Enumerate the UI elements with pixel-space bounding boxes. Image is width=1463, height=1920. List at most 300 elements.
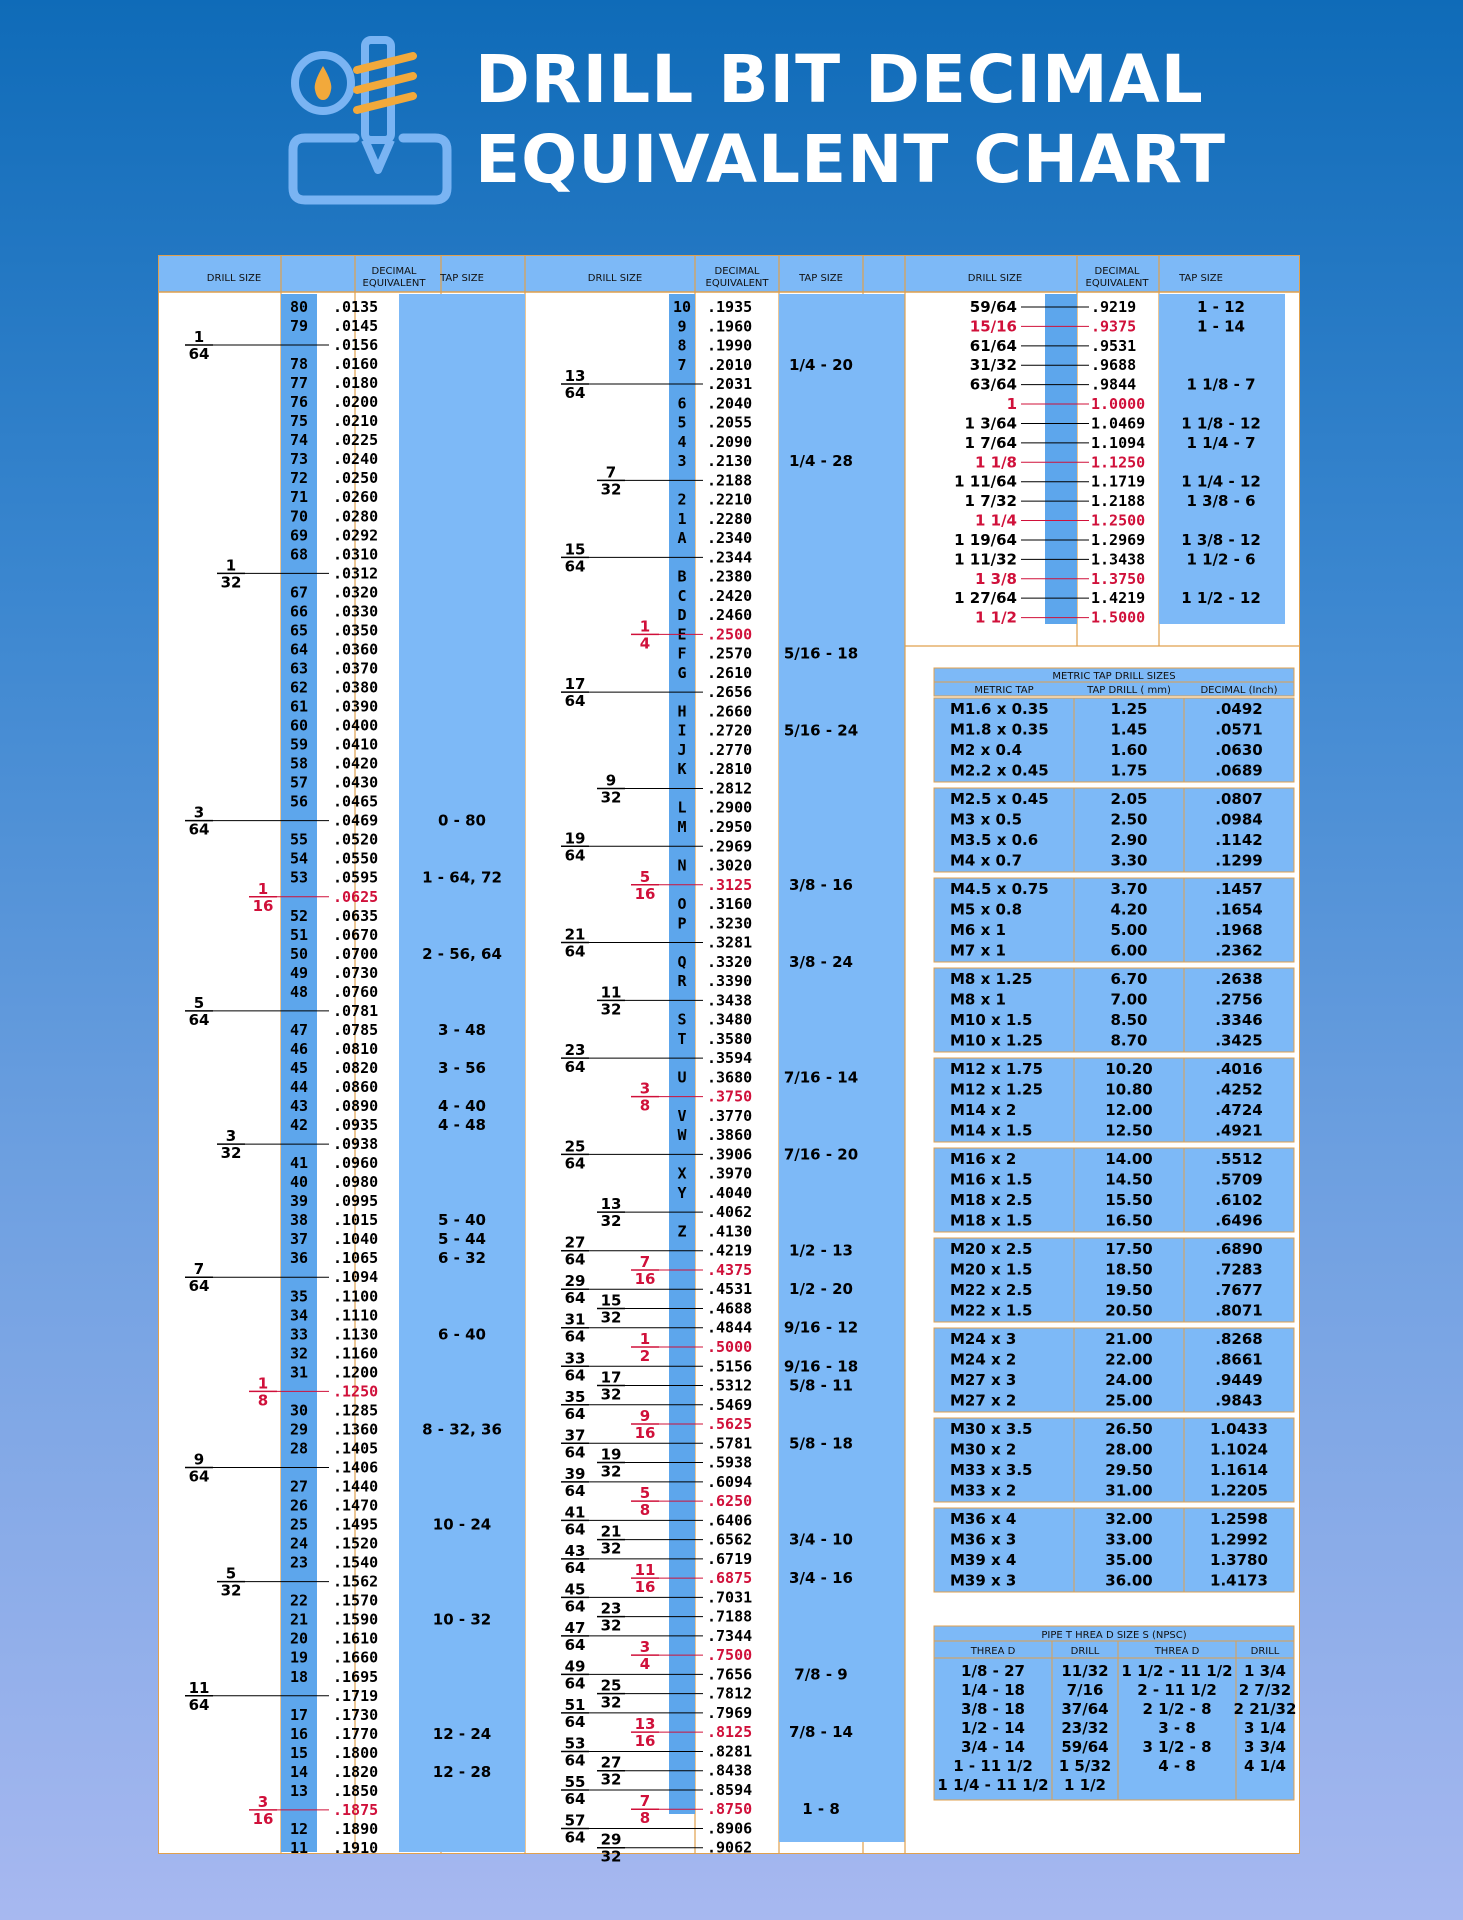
- s1-number-13: 68: [289, 545, 309, 564]
- s2-decimal-80: .9062: [707, 1838, 753, 1857]
- s2-number-43: W: [677, 1126, 687, 1145]
- pipe-cell-1-3: 2 7/32: [1238, 1681, 1292, 1699]
- s1-number-26: 56: [289, 792, 309, 811]
- s2-decimal-3: .2010: [707, 355, 753, 374]
- s1-decimal-13: .0310: [333, 545, 379, 564]
- s1-decimal-61: .1406: [333, 1458, 379, 1477]
- metric-decimal-2-0: .1457: [1215, 880, 1263, 898]
- s2-decimal-72: .7812: [707, 1684, 753, 1703]
- pipe-cell-4-2: 3 1/2 - 8: [1142, 1738, 1212, 1756]
- s2-fraction-54-num: 1: [639, 1330, 651, 1348]
- s2-decimal-62: .6250: [707, 1492, 753, 1511]
- metric-tap-2-2: M6 x 1: [950, 921, 1006, 939]
- pipe-cell-4-0: 3/4 - 14: [961, 1738, 1025, 1756]
- s2-fraction-20-den: 64: [564, 692, 586, 711]
- s2-number-6: 5: [677, 413, 687, 432]
- s2-fraction-59-den: 64: [564, 1443, 586, 1462]
- metric-decimal-8-2: 1.1614: [1210, 1461, 1268, 1479]
- s3-tap-15: 1 1/2 - 12: [1181, 589, 1261, 608]
- s2-number-40: U: [677, 1068, 687, 1087]
- s2-number-37: S: [677, 1010, 687, 1029]
- s1-decimal-66: .1540: [333, 1553, 379, 1572]
- metric-tap-0-1: M1.8 x 0.35: [950, 720, 1049, 739]
- metric-drill-1-2: 2.90: [1110, 831, 1148, 849]
- s1-decimal-76: .1800: [333, 1743, 379, 1762]
- s2-decimal-25: .2812: [707, 779, 753, 798]
- metric-drill-0-3: 1.75: [1110, 761, 1148, 780]
- s2-decimal-4: .2031: [707, 375, 753, 394]
- s2-decimal-47: .4062: [707, 1203, 753, 1222]
- hdr-decimal-2b: EQUIVALENT: [705, 278, 769, 289]
- s1-fraction-44-num: 3: [225, 1127, 237, 1146]
- s2-number-15: C: [677, 586, 687, 605]
- s1-number-18: 64: [289, 640, 309, 659]
- s3-decimal-5: 1.0000: [1091, 395, 1146, 414]
- s2-tap-49: 1/2 - 13: [789, 1241, 853, 1260]
- s2-decimal-15: .2420: [707, 586, 753, 605]
- s2-decimal-69: .7344: [707, 1626, 753, 1645]
- s3-tap-1: 1 - 14: [1197, 317, 1245, 336]
- s2-decimal-50: .4375: [707, 1260, 753, 1279]
- s2-fraction-73-den: 64: [564, 1712, 586, 1731]
- pipe-cell-2-1: 37/64: [1061, 1700, 1109, 1718]
- s1-fraction-31-num: 1: [257, 879, 269, 898]
- s2-fraction-57-den: 64: [564, 1404, 586, 1423]
- s1-decimal-10: .0260: [333, 488, 379, 507]
- s3-decimal-6: 1.0469: [1091, 414, 1146, 433]
- s3-tap-10: 1 3/8 - 6: [1186, 492, 1256, 511]
- pipe-cell-3-1: 23/32: [1061, 1719, 1109, 1737]
- s1-number-53: 34: [289, 1306, 309, 1325]
- s1-number-16: 66: [289, 602, 309, 621]
- metric-decimal-2-2: .1968: [1215, 921, 1263, 939]
- metric-decimal-0-2: .0630: [1215, 741, 1263, 759]
- s1-decimal-75: .1770: [333, 1724, 379, 1743]
- s2-fraction-61-num: 39: [564, 1464, 586, 1483]
- s2-tap-78: 1 - 8: [802, 1800, 840, 1819]
- s1-decimal-28: .0520: [333, 830, 379, 849]
- s1-decimal-39: .0810: [333, 1039, 379, 1058]
- s1-decimal-11: .0280: [333, 507, 379, 526]
- s2-fraction-75-den: 64: [564, 1751, 586, 1770]
- s2-tap-51: 1/2 - 20: [789, 1280, 853, 1299]
- metric-decimal-0-0: .0492: [1215, 700, 1263, 718]
- metric-decimal-3-2: .3346: [1215, 1011, 1263, 1029]
- hdr-drill-size-2: DRILL SIZE: [587, 273, 643, 284]
- s2-decimal-10: .2210: [707, 490, 753, 509]
- s2-decimal-14: .2380: [707, 567, 753, 586]
- pipe-header-1: DRILL: [1070, 1646, 1100, 1657]
- s1-number-5: 76: [289, 393, 309, 412]
- s1-tap-50: 6 - 32: [438, 1249, 486, 1268]
- s1-decimal-57: .1250: [333, 1382, 379, 1401]
- s2-fraction-58-den: 16: [634, 1424, 656, 1443]
- s2-fraction-52-den: 32: [600, 1308, 622, 1327]
- s2-fraction-63-num: 41: [564, 1503, 586, 1522]
- s2-number-8: 3: [677, 452, 687, 471]
- metric-drill-5-3: 16.50: [1105, 1211, 1153, 1230]
- metric-drill-4-2: 12.00: [1105, 1101, 1153, 1119]
- tap-column-s3: [1159, 294, 1285, 624]
- metric-decimal-0-1: .0571: [1215, 720, 1263, 739]
- s1-number-75: 16: [289, 1724, 309, 1743]
- metric-drill-6-3: 20.50: [1105, 1301, 1153, 1320]
- metric-header-0: METRIC TAP: [974, 685, 1034, 696]
- s1-decimal-74: .1730: [333, 1705, 379, 1724]
- s1-decimal-77: .1820: [333, 1762, 379, 1781]
- s2-fraction-49-num: 27: [564, 1233, 586, 1252]
- s1-decimal-41: .0860: [333, 1078, 379, 1096]
- s3-tap-12: 1 3/8 - 12: [1181, 530, 1261, 549]
- s2-decimal-65: .6719: [707, 1549, 753, 1568]
- s2-fraction-13-den: 64: [564, 557, 586, 576]
- s2-fraction-50-num: 7: [639, 1252, 651, 1271]
- metric-tap-8-2: M33 x 3.5: [950, 1461, 1033, 1479]
- s1-tap-40: 3 - 56: [438, 1058, 486, 1077]
- s1-decimal-1: .0145: [333, 317, 379, 336]
- s1-decimal-0: .0135: [333, 298, 379, 316]
- s1-decimal-52: .1100: [333, 1287, 379, 1306]
- s3-decimal-9: 1.1719: [1091, 472, 1146, 491]
- s2-tap-66: 3/4 - 16: [789, 1569, 853, 1588]
- s1-decimal-36: .0760: [333, 982, 379, 1001]
- hdr-decimal-3b: EQUIVALENT: [1085, 278, 1149, 289]
- s1-decimal-24: .0420: [333, 754, 379, 773]
- s2-decimal-60: .5938: [707, 1453, 753, 1472]
- s1-decimal-49: .1040: [333, 1230, 379, 1249]
- s2-fraction-80-num: 29: [600, 1830, 622, 1849]
- metric-tap-9-1: M36 x 3: [950, 1530, 1017, 1549]
- metric-drill-0-1: 1.45: [1110, 720, 1148, 739]
- s1-decimal-67: .1562: [333, 1572, 379, 1591]
- metric-decimal-4-1: .4252: [1215, 1080, 1263, 1099]
- s2-decimal-12: .2340: [707, 529, 753, 548]
- metric-drill-0-2: 1.60: [1110, 741, 1148, 759]
- metric-drill-9-1: 33.00: [1105, 1530, 1153, 1549]
- pipe-cell-3-0: 1/2 - 14: [961, 1719, 1025, 1737]
- metric-title: METRIC TAP DRILL SIZES: [1052, 671, 1176, 682]
- s2-tap-8: 1/4 - 28: [789, 452, 853, 471]
- s2-number-7: 4: [677, 432, 687, 451]
- s2-decimal-55: .5156: [707, 1357, 753, 1376]
- s2-fraction-13-num: 15: [564, 540, 586, 559]
- metric-decimal-8-1: 1.1024: [1210, 1440, 1268, 1459]
- s3-fraction-2: 61/64: [969, 336, 1017, 355]
- s1-number-3: 78: [289, 355, 309, 374]
- metric-decimal-7-2: .9449: [1215, 1371, 1263, 1389]
- s2-fraction-77-den: 64: [564, 1789, 586, 1808]
- metric-decimal-2-3: .2362: [1215, 941, 1263, 960]
- s2-number-29: N: [677, 856, 687, 875]
- s2-decimal-75: .8281: [707, 1742, 753, 1761]
- s1-tap-43: 4 - 48: [438, 1116, 486, 1135]
- s1-decimal-23: .0410: [333, 735, 379, 754]
- s2-fraction-4-den: 64: [564, 384, 586, 403]
- s2-decimal-21: .2660: [707, 702, 753, 721]
- metric-decimal-1-3: .1299: [1215, 851, 1263, 870]
- pipe-cell-2-3: 2 21/32: [1233, 1700, 1297, 1718]
- metric-drill-2-2: 5.00: [1110, 921, 1148, 939]
- s1-number-81: 11: [289, 1838, 309, 1857]
- pipe-cell-1-1: 7/16: [1066, 1681, 1104, 1699]
- metric-tap-5-2: M18 x 2.5: [950, 1191, 1033, 1209]
- s2-fraction-30-den: 16: [634, 884, 656, 903]
- metric-tap-4-0: M12 x 1.75: [950, 1060, 1043, 1078]
- s1-fraction-14-num: 1: [225, 556, 237, 575]
- s2-decimal-71: .7656: [707, 1665, 753, 1684]
- s2-fraction-57-num: 35: [564, 1387, 586, 1406]
- s1-fraction-61-den: 64: [188, 1467, 210, 1486]
- s1-decimal-6: .0210: [333, 412, 379, 431]
- s1-decimal-50: .1065: [333, 1249, 379, 1268]
- metric-drill-6-2: 19.50: [1105, 1281, 1153, 1299]
- s2-number-35: R: [677, 972, 687, 991]
- s2-decimal-29: .3020: [707, 856, 753, 875]
- s1-number-45: 41: [289, 1154, 309, 1173]
- title-line-2: EQUIVALENT CHART: [475, 121, 1227, 198]
- s1-number-39: 46: [289, 1039, 309, 1058]
- s2-tap-34: 3/8 - 24: [789, 952, 853, 971]
- s2-decimal-28: .2969: [707, 837, 753, 856]
- s1-fraction-27-den: 64: [188, 820, 210, 839]
- s2-number-14: B: [677, 567, 687, 586]
- s2-fraction-33-den: 64: [564, 942, 586, 961]
- s2-fraction-75-num: 53: [564, 1734, 586, 1753]
- s2-decimal-6: .2055: [707, 413, 753, 432]
- metric-drill-6-0: 17.50: [1105, 1240, 1153, 1258]
- s2-fraction-72-num: 25: [600, 1676, 622, 1695]
- s3-decimal-1: .9375: [1091, 317, 1137, 336]
- metric-tap-5-1: M16 x 1.5: [950, 1170, 1033, 1189]
- s1-number-10: 71: [289, 488, 309, 507]
- s3-fraction-9: 1 11/64: [954, 472, 1017, 491]
- s1-tap-54: 6 - 40: [438, 1325, 486, 1344]
- s1-fraction-61-num: 9: [193, 1450, 205, 1469]
- s2-fraction-25-num: 9: [605, 771, 617, 790]
- s3-fraction-0: 59/64: [969, 298, 1017, 316]
- s2-fraction-66-num: 11: [634, 1561, 656, 1580]
- s1-number-80: 12: [289, 1819, 309, 1838]
- s2-fraction-4-num: 13: [564, 367, 586, 386]
- s2-fraction-54-den: 2: [639, 1347, 651, 1365]
- s1-decimal-16: .0330: [333, 602, 379, 621]
- s1-decimal-55: .1160: [333, 1344, 379, 1363]
- metric-decimal-0-3: .0689: [1215, 761, 1263, 780]
- s2-decimal-1: .1960: [707, 317, 753, 336]
- s1-number-28: 55: [289, 830, 309, 849]
- metric-tap-9-2: M39 x 4: [950, 1551, 1017, 1569]
- s2-decimal-76: .8438: [707, 1761, 753, 1780]
- s2-decimal-8: .2130: [707, 452, 753, 471]
- hdr-decimal-1b: EQUIVALENT: [362, 278, 426, 289]
- s1-decimal-20: .0380: [333, 678, 379, 697]
- s1-tap-27: 0 - 80: [438, 811, 486, 830]
- metric-tap-0-2: M2 x 0.4: [950, 741, 1023, 759]
- s1-decimal-26: .0465: [333, 792, 379, 811]
- s2-number-31: O: [677, 895, 687, 914]
- metric-drill-1-3: 3.30: [1110, 851, 1148, 870]
- s1-fraction-37-den: 64: [188, 1010, 210, 1029]
- s2-number-11: 1: [677, 509, 687, 528]
- s1-decimal-58: .1285: [333, 1401, 379, 1420]
- s1-number-24: 58: [289, 754, 309, 773]
- metric-drill-9-0: 32.00: [1105, 1510, 1153, 1528]
- s2-decimal-27: .2950: [707, 818, 753, 836]
- s2-decimal-43: .3860: [707, 1126, 753, 1145]
- hdr-decimal-3a: DECIMAL: [1094, 266, 1140, 277]
- s2-decimal-11: .2280: [707, 509, 753, 528]
- s1-decimal-42: .0890: [333, 1097, 379, 1116]
- s2-fraction-30-num: 5: [639, 867, 651, 886]
- s2-fraction-62-num: 5: [639, 1484, 651, 1503]
- s1-number-42: 43: [289, 1097, 309, 1116]
- s2-decimal-52: .4688: [707, 1299, 753, 1318]
- metric-tap-0-0: M1.6 x 0.35: [950, 700, 1049, 718]
- s1-number-74: 17: [289, 1705, 309, 1724]
- metric-drill-8-3: 31.00: [1105, 1481, 1153, 1500]
- s1-fraction-37-num: 5: [193, 993, 205, 1012]
- s1-number-32: 52: [289, 906, 309, 925]
- s1-number-19: 63: [289, 659, 309, 678]
- s1-tap-69: 10 - 32: [432, 1610, 492, 1629]
- s1-number-63: 26: [289, 1496, 309, 1515]
- pipe-cell-4-3: 3 3/4: [1243, 1738, 1287, 1756]
- metric-drill-3-0: 6.70: [1110, 970, 1148, 988]
- s3-decimal-0: .9219: [1091, 298, 1137, 316]
- s3-fraction-1: 15/16: [969, 317, 1017, 336]
- metric-decimal-3-0: .2638: [1215, 970, 1263, 988]
- s1-decimal-60: .1405: [333, 1439, 379, 1458]
- s1-number-48: 38: [289, 1211, 309, 1230]
- s2-decimal-36: .3438: [707, 991, 753, 1010]
- metric-drill-2-3: 6.00: [1110, 941, 1148, 960]
- s1-fraction-79-num: 3: [257, 1792, 269, 1811]
- s1-fraction-2-num: 1: [193, 328, 205, 347]
- s3-decimal-4: .9844: [1091, 375, 1137, 394]
- s2-decimal-63: .6406: [707, 1511, 753, 1530]
- s3-fraction-8: 1 1/8: [974, 453, 1017, 472]
- s1-decimal-3: .0160: [333, 355, 379, 374]
- s2-fraction-39-den: 64: [564, 1058, 586, 1077]
- s2-fraction-33-num: 21: [564, 925, 586, 944]
- metric-decimal-9-3: 1.4173: [1210, 1571, 1268, 1590]
- s2-fraction-44-num: 25: [564, 1137, 586, 1156]
- s3-fraction-11: 1 1/4: [974, 511, 1017, 530]
- s1-number-46: 40: [289, 1173, 309, 1192]
- s2-number-5: 6: [677, 394, 687, 413]
- metric-decimal-5-1: .5709: [1215, 1170, 1263, 1189]
- s2-fraction-44-den: 64: [564, 1154, 586, 1173]
- s1-number-29: 54: [289, 849, 309, 868]
- metric-tap-6-3: M22 x 1.5: [950, 1301, 1033, 1320]
- metric-drill-1-0: 2.05: [1110, 790, 1148, 808]
- metric-drill-8-0: 26.50: [1105, 1420, 1153, 1438]
- metric-drill-5-1: 14.50: [1105, 1170, 1153, 1189]
- pipe-cell-0-1: 11/32: [1061, 1662, 1109, 1680]
- s1-number-25: 57: [289, 773, 309, 792]
- pipe-cell-1-2: 2 - 11 1/2: [1137, 1681, 1217, 1699]
- s1-decimal-70: .1610: [333, 1629, 379, 1648]
- metric-tap-7-3: M27 x 2: [950, 1391, 1017, 1410]
- s3-decimal-15: 1.4219: [1091, 589, 1146, 608]
- s1-decimal-44: .0938: [333, 1135, 379, 1154]
- s1-tap-48: 5 - 40: [438, 1211, 486, 1230]
- s2-decimal-57: .5469: [707, 1395, 753, 1414]
- s1-number-22: 60: [289, 716, 309, 735]
- s2-fraction-60-num: 19: [600, 1445, 622, 1464]
- s2-fraction-52-num: 15: [600, 1291, 622, 1310]
- s2-number-48: Z: [677, 1222, 687, 1241]
- s2-decimal-79: .8906: [707, 1819, 753, 1838]
- s2-decimal-16: .2460: [707, 606, 753, 625]
- s1-decimal-64: .1495: [333, 1515, 379, 1534]
- page-title: [475, 40, 1226, 200]
- s1-decimal-2: .0156: [333, 336, 379, 355]
- s2-decimal-2: .1990: [707, 336, 753, 355]
- s1-number-43: 42: [289, 1116, 309, 1135]
- s2-number-10: 2: [677, 490, 687, 509]
- s1-fraction-14-den: 32: [220, 573, 242, 592]
- s1-number-76: 15: [289, 1743, 309, 1762]
- s2-fraction-74-den: 16: [634, 1732, 656, 1751]
- pipe-cell-5-0: 1 - 11 1/2: [953, 1757, 1033, 1775]
- s2-number-42: V: [677, 1106, 687, 1125]
- s2-fraction-72-den: 32: [600, 1693, 622, 1712]
- s1-fraction-67-den: 32: [220, 1581, 242, 1600]
- s2-fraction-25-den: 32: [600, 788, 622, 807]
- s2-decimal-67: .7031: [707, 1588, 753, 1607]
- s1-fraction-57-den: 8: [257, 1391, 269, 1410]
- s2-decimal-64: .6562: [707, 1530, 753, 1549]
- metric-tap-1-3: M4 x 0.7: [950, 851, 1023, 870]
- s2-decimal-5: .2040: [707, 394, 753, 413]
- s3-fraction-7: 1 7/64: [964, 433, 1017, 452]
- pipe-cell-5-3: 4 1/4: [1243, 1757, 1287, 1775]
- metric-tap-7-2: M27 x 3: [950, 1371, 1017, 1389]
- s1-decimal-25: .0430: [333, 773, 379, 792]
- s1-number-59: 29: [289, 1420, 309, 1439]
- metric-drill-5-0: 14.00: [1105, 1150, 1153, 1168]
- s2-fraction-49-den: 64: [564, 1250, 586, 1269]
- s2-decimal-66: .6875: [707, 1569, 753, 1588]
- pipe-header-2: THREA D: [1154, 1646, 1200, 1657]
- s2-fraction-65-den: 64: [564, 1558, 586, 1577]
- metric-drill-3-3: 8.70: [1110, 1031, 1148, 1050]
- s1-decimal-30: .0595: [333, 868, 379, 887]
- s1-decimal-71: .1660: [333, 1648, 379, 1667]
- s2-fraction-70-num: 3: [639, 1638, 651, 1657]
- metric-tap-4-1: M12 x 1.25: [950, 1080, 1043, 1099]
- s1-number-68: 22: [289, 1591, 309, 1610]
- s2-fraction-80-den: 32: [600, 1847, 622, 1866]
- s1-number-77: 14: [289, 1762, 309, 1781]
- s2-fraction-65-num: 43: [564, 1541, 586, 1560]
- s2-decimal-58: .5625: [707, 1415, 753, 1434]
- s2-number-26: L: [677, 798, 687, 817]
- s1-decimal-59: .1360: [333, 1420, 379, 1439]
- metric-decimal-9-1: 1.2992: [1210, 1530, 1268, 1549]
- metric-decimal-5-3: .6496: [1215, 1211, 1263, 1230]
- metric-decimal-7-1: .8661: [1215, 1350, 1263, 1369]
- s1-number-52: 35: [289, 1287, 309, 1306]
- metric-drill-8-2: 29.50: [1105, 1461, 1153, 1479]
- hdr-drill-size-3: DRILL SIZE: [967, 273, 1023, 284]
- metric-header-1: TAP DRILL ( mm): [1087, 685, 1171, 696]
- s1-decimal-43: .0935: [333, 1116, 379, 1135]
- s1-decimal-68: .1570: [333, 1591, 379, 1610]
- s1-decimal-46: .0980: [333, 1173, 379, 1192]
- s1-number-7: 74: [289, 431, 309, 450]
